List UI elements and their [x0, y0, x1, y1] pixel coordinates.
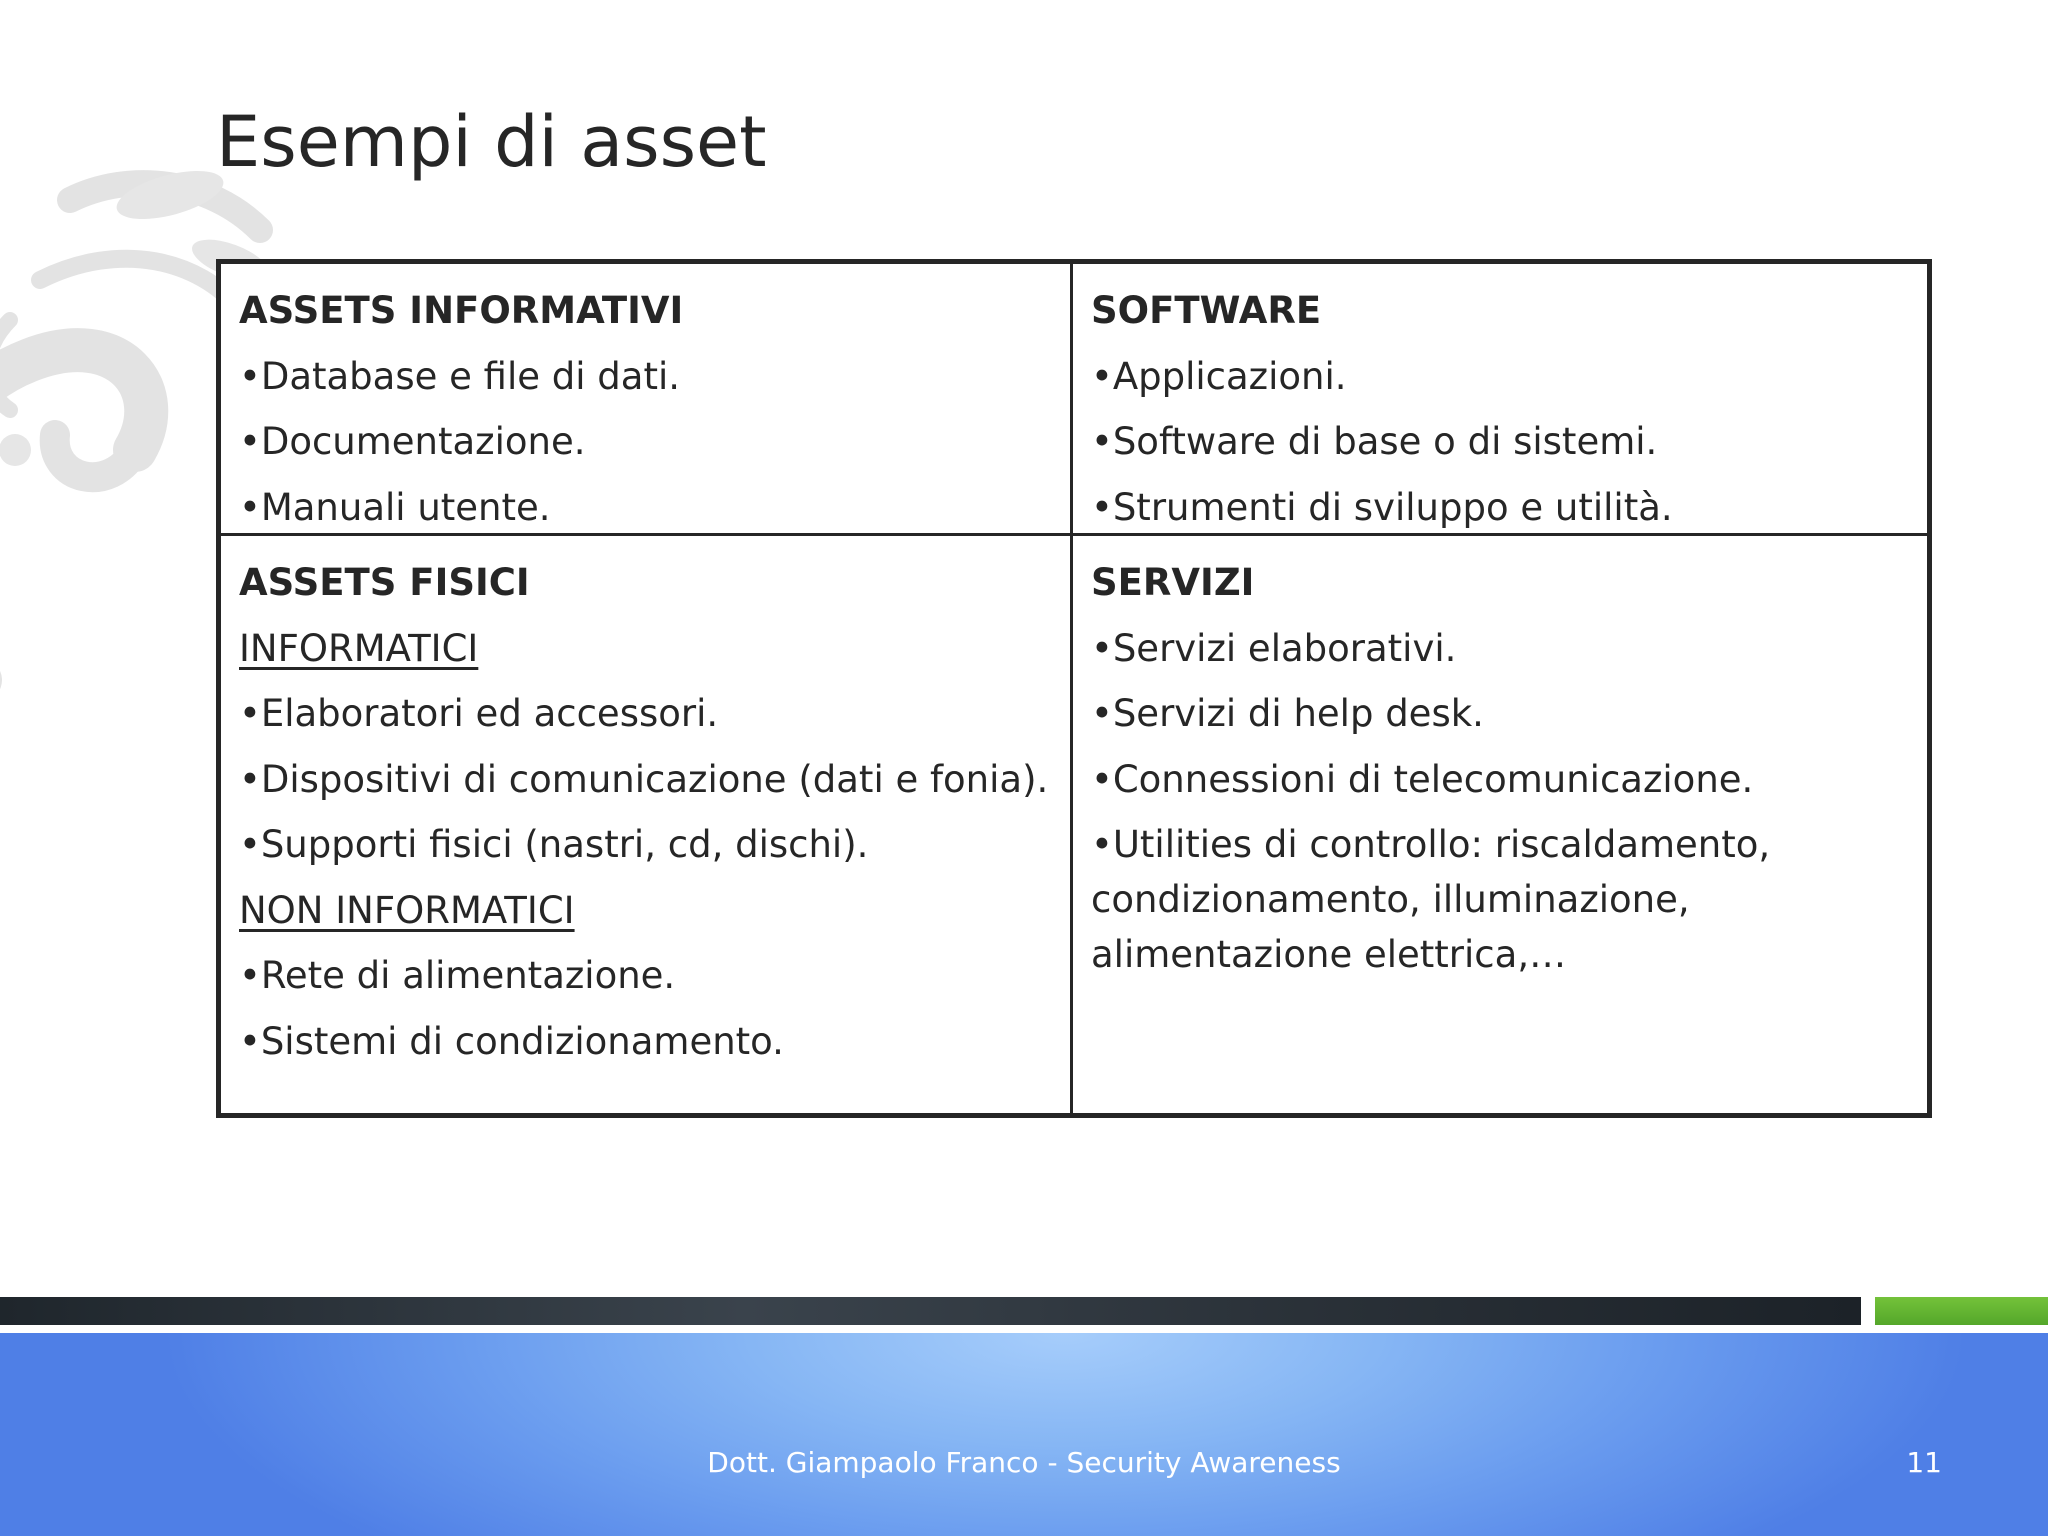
list-item: •Utilities di controllo: riscaldamento, condizionamento, illuminazione, alimentazione elettrica,…: [1091, 823, 1771, 976]
list-item: •Rete di alimentazione.: [239, 954, 676, 997]
list-item: •Database e file di dati.: [239, 354, 681, 398]
cell-title-software: SOFTWARE: [1091, 289, 1322, 332]
list-item: •Dispositivi di comunicazione (dati e fonia).: [239, 757, 1049, 801]
footer-text: Dott. Giampaolo Franco - Security Awareness: [707, 1446, 1341, 1479]
page-title: Esempi di asset: [216, 101, 767, 183]
cell-title-assets-fisici: ASSETS FISICI: [239, 561, 530, 604]
list-item: •Connessioni di telecomunicazione.: [1091, 757, 1754, 801]
slide-number: 11: [1906, 1446, 1942, 1479]
cell-title-servizi: SERVIZI: [1091, 561, 1255, 604]
list-item: •Documentazione.: [239, 420, 586, 463]
cell-assets-fisici: [221, 536, 1073, 1113]
list-item: •Sistemi di condizionamento.: [239, 1019, 784, 1063]
subhead-non-informatici: NON INFORMATICI: [239, 888, 575, 932]
footer-green-accent: [1875, 1297, 2048, 1325]
list-item: •Supporti fisici (nastri, cd, dischi).: [239, 823, 869, 866]
list-item: •Strumenti di sviluppo e utilità.: [1091, 485, 1673, 529]
list-item: •Elaboratori ed accessori.: [239, 692, 719, 735]
list-item: •Servizi di help desk.: [1091, 692, 1484, 735]
list-item: •Applicazioni.: [1091, 354, 1347, 398]
asset-table: [216, 259, 1932, 1118]
cell-title-assets-informativi: ASSETS INFORMATIVI: [239, 289, 684, 332]
cell-servizi: [1073, 536, 1927, 1113]
footer-dark-stripe: [0, 1297, 1861, 1325]
subhead-informatici: INFORMATICI: [239, 626, 479, 670]
footer-band: [0, 1333, 2048, 1536]
list-item: •Servizi elaborativi.: [1091, 626, 1457, 670]
list-item: •Manuali utente.: [239, 485, 551, 529]
cell-software: [1073, 264, 1927, 536]
cell-assets-informativi: [221, 264, 1073, 536]
list-item: •Software di base o di sistemi.: [1091, 420, 1658, 463]
